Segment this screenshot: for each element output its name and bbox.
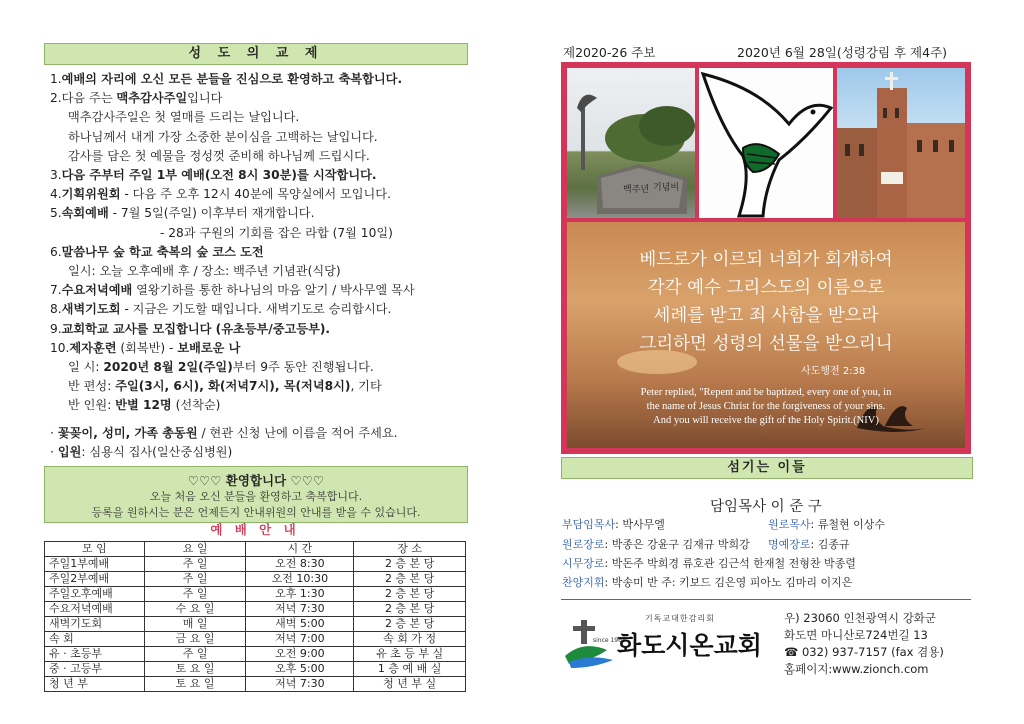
staff-role: 부담임목사 [562, 518, 616, 531]
announcement-num: 9. [50, 321, 62, 336]
announcement-item [50, 166, 470, 185]
announcement-text: - 지금은 기도할 때입니다. 새벽기도로 승리합시다. [120, 302, 392, 317]
announcement-text: - 다음 주 오후 12시 40분에 목양실에서 모입니다. [120, 187, 391, 202]
announcement-item [50, 358, 470, 377]
logo-church-name: 화도시온교회 [617, 631, 762, 660]
announcement-item [50, 70, 470, 89]
logo-denomination: 기독교대한감리회 [645, 614, 715, 623]
announcement-text: 다음 주는 [61, 91, 117, 106]
staff-names: : 박송미 반 주: 키보드 김은영 피아노 김마리 이지은 [604, 576, 853, 589]
announcement-text2: 입니다 [187, 91, 223, 106]
announcement-text: 일시: 오늘 오후예배 후 / 장소: 백주년 기념관(식당) [68, 264, 341, 279]
address-line: 화도면 마니산로724번길 13 [784, 628, 928, 642]
table-cell: 수요저녁예배 [45, 602, 145, 617]
announcement-bold: 말씀나무 숲 학교 축복의 숲 코스 도전 [61, 244, 264, 259]
announcement-text: 감사를 담은 첫 예물을 정성껏 준비해 하나님께 드립시다. [68, 148, 370, 163]
note-item: · 입원: 심용식 집사(일산중심병원) [50, 445, 233, 459]
table-cell: 중 · 고등부 [45, 662, 145, 677]
logo-since: since 1905 [593, 637, 626, 644]
announcement-bold: 기획위원회 [61, 187, 121, 202]
staff-entry [562, 536, 750, 552]
table-cell: 주일오후예배 [45, 587, 145, 602]
notes-list [50, 424, 470, 462]
announcement-text: 하나님께서 내게 가장 소중한 분이심을 고백하는 날입니다. [68, 129, 378, 144]
staff-role: 원로목사 [768, 518, 811, 531]
address-line: 우) 23060 인천광역시 강화군 [784, 611, 937, 625]
announcement-num: 2. [50, 91, 62, 106]
announcement-text: 열왕기하를 통한 하나님의 마음 알기 / 박사무엘 목사 [132, 283, 415, 298]
table-cell: 토 요 일 [144, 662, 246, 677]
table-cell: 주일1부예배 [45, 557, 145, 572]
verse-english [567, 386, 965, 428]
announcement-bold2: 맥추감사주일 [116, 91, 188, 106]
announcement-num: 4. [50, 187, 62, 202]
stone-inscription: 기념비 [653, 183, 680, 193]
phone-line: ☎ 032) 937-7157 (fax 겸용) [784, 645, 944, 659]
table-cell: 속 회 [45, 632, 145, 647]
table-cell: 오전 9:00 [246, 647, 354, 662]
table-cell: 주 일 [144, 647, 246, 662]
announcement-bold: 제자훈련 [69, 340, 117, 355]
table-cell: 유 · 초등부 [45, 647, 145, 662]
announcement-bold2: 주일(3시, 6시), 화(저녁7시), 목(저녁8시) [115, 379, 351, 394]
welcome-line: 오늘 처음 오신 분들을 환영하고 축복합니다. [149, 490, 363, 503]
announcement-bold: 예배의 자리에 오신 모든 분들을 진심으로 환영하고 축복합니다. [61, 72, 403, 86]
table-row [45, 587, 466, 602]
table-row [45, 602, 466, 617]
worship-schedule-table [44, 541, 466, 692]
verse-line-en: the name of Jesus Christ for the forgiveness of your sins. [646, 401, 886, 412]
staff-names: : 박돈주 박희경 류호관 김근석 한재철 전형찬 박종렬 [604, 557, 856, 570]
table-cell: 새벽기도회 [45, 617, 145, 632]
announcement-item [50, 262, 470, 281]
announcement-num: 10. [50, 340, 70, 355]
staff-entry [562, 555, 856, 571]
announcement-text: 반 편성: [68, 379, 116, 394]
note-item: · 꽃꽂이, 성미, 가족 총동원 / 현관 신청 난에 이름을 적어 주세요. [50, 426, 398, 440]
announcement-bold: 다음 주부터 주일 1부 예배(오전 8시 30분)를 시작합니다. [61, 168, 377, 183]
stone-inscription: 백주년 [623, 185, 650, 195]
divider [561, 599, 971, 600]
announcement-text: 맥추감사주일은 첫 열매를 드리는 날입니다. [68, 110, 300, 125]
announcement-item [50, 396, 470, 415]
announcement-num: 6. [50, 244, 62, 259]
table-cell: 주 일 [144, 587, 246, 602]
table-row [45, 557, 466, 572]
homepage-line: 홈페이지:www.zionch.com [784, 662, 929, 676]
table-cell: 2 층 본 당 [354, 617, 466, 632]
announcement-bold: 새벽기도회 [61, 302, 121, 317]
staff-entry [562, 516, 665, 532]
verse-korean [567, 246, 965, 358]
table-header-cell: 모 임 [45, 542, 145, 557]
table-cell: 1 층 예 배 실 [354, 662, 466, 677]
table-cell: 오후 1:30 [246, 587, 354, 602]
table-cell: 저녁 7:30 [246, 602, 354, 617]
table-row [45, 677, 466, 692]
bulletin-issue-number: 제2020-26 주보 [563, 45, 656, 60]
church-address [784, 610, 944, 678]
table-cell: 토 요 일 [144, 677, 246, 692]
table-row [45, 647, 466, 662]
announcement-bold2: 2020년 8월 2일(주일) [103, 360, 233, 375]
table-cell: 주 일 [144, 557, 246, 572]
bulletin-date: 2020년 6월 28일(성령강림 후 제4주) [737, 45, 948, 60]
verse-line: 세례를 받고 죄 사함을 받으라 [653, 306, 879, 326]
staff-names: : 류철현 이상수 [810, 518, 885, 531]
announcement-item [50, 204, 470, 223]
worship-guide-title: 예 배 안 내 [210, 522, 300, 537]
table-cell: 유 초 등 부 실 [354, 647, 466, 662]
table-cell: 속 회 가 정 [354, 632, 466, 647]
announcement-item [50, 320, 470, 339]
announcement-text: - 28과 구원의 기회를 잡은 라합 (7월 10일) [160, 225, 393, 240]
announcement-num: 8. [50, 302, 62, 317]
table-cell: 오후 5:00 [246, 662, 354, 677]
table-cell: 청 년 부 실 [354, 677, 466, 692]
announcement-text2: , 기타 [350, 379, 382, 394]
table-header-cell: 시 간 [246, 542, 354, 557]
church-building-photo [837, 68, 965, 218]
welcome-title: ♡♡♡ 환영합니다 ♡♡♡ [187, 473, 325, 488]
table-row [45, 617, 466, 632]
staff-role: 찬양지휘 [562, 576, 605, 589]
announcement-num: 7. [50, 283, 62, 298]
announcement-text: (회복반) - [116, 340, 178, 355]
verse-reference: 사도행전 2:38 [801, 366, 866, 377]
announcement-item [50, 281, 470, 300]
announcement-text: - 7월 5일(주일) 이후부터 재개합니다. [108, 206, 315, 221]
table-cell: 수 요 일 [144, 602, 246, 617]
table-header-cell: 요 일 [144, 542, 246, 557]
announcement-item [50, 108, 470, 127]
welcome-line: 등록을 원하시는 분은 언제든지 안내위원의 안내를 받을 수 있습니다. [91, 506, 421, 519]
table-cell: 새벽 5:00 [246, 617, 354, 632]
fellowship-section-title: 성 도 의 교 제 [44, 43, 468, 65]
announcement-item [50, 224, 470, 243]
table-header-row [45, 542, 466, 557]
announcement-item [50, 300, 470, 319]
table-cell: 주일2부예배 [45, 572, 145, 587]
staff-names: : 박사무엘 [615, 518, 665, 531]
announcement-num: 1. [50, 72, 62, 86]
verse-line: 베드로가 이르되 너희가 회개하여 [639, 250, 893, 270]
table-cell: 오전 10:30 [246, 572, 354, 587]
table-cell: 2 층 본 당 [354, 557, 466, 572]
dove-drawing [699, 68, 833, 218]
memorial-stone-photo [567, 68, 695, 218]
verse-line-en: Peter replied, "Repent and be baptized, every one of you, in [640, 387, 892, 398]
announcement-bold2: 보배로운 나 [177, 340, 241, 355]
announcement-num: 5. [50, 206, 62, 221]
table-cell: 청 년 부 [45, 677, 145, 692]
staff-role: 원로장로 [562, 538, 605, 551]
announcement-num: 3. [50, 168, 62, 183]
table-cell: 저녁 7:30 [246, 677, 354, 692]
verse-line-en: And you will receive the gift of the Holy Spirit.(NIV) [653, 415, 879, 426]
table-header-cell: 장 소 [354, 542, 466, 557]
verse-line: 각각 예수 그리스도의 이름으로 [647, 278, 885, 298]
staff-role: 시무장로 [562, 557, 605, 570]
announcement-item [50, 128, 470, 147]
staff-entry [768, 536, 850, 552]
welcome-box [44, 466, 468, 523]
staff-role: 명예장로 [768, 538, 811, 551]
staff-names: : 박종은 강윤구 김재규 박희강 [604, 538, 750, 551]
announcement-bold: 교회학교 교사를 모집합니다 (유초등부/중고등부). [61, 321, 331, 336]
announcement-item [50, 339, 470, 358]
table-cell: 2 층 본 당 [354, 587, 466, 602]
announcement-item [50, 147, 470, 166]
announcement-bold: 속회예배 [61, 206, 109, 221]
announcement-item [50, 185, 470, 204]
table-cell: 금 요 일 [144, 632, 246, 647]
announcement-item [50, 243, 470, 262]
servants-section-title: 섬기는 이들 [561, 457, 973, 479]
table-cell: 2 층 본 당 [354, 602, 466, 617]
table-cell: 2 층 본 당 [354, 572, 466, 587]
scripture-panel [567, 222, 965, 448]
announcement-text: 일 시: [68, 360, 104, 375]
staff-names: : 김종규 [810, 538, 850, 551]
staff-entry [562, 574, 852, 590]
table-row [45, 662, 466, 677]
announcement-item [50, 377, 470, 396]
table-cell: 매 일 [144, 617, 246, 632]
senior-pastor: 담임목사 이 준 구 [710, 499, 822, 515]
cover-image [561, 62, 971, 454]
announcement-item [50, 89, 470, 108]
verse-line: 그리하면 성령의 선물을 받으리니 [639, 334, 893, 354]
table-row [45, 632, 466, 647]
church-logo [563, 610, 773, 670]
table-cell: 오전 8:30 [246, 557, 354, 572]
announcement-bold2: 반별 12명 [115, 398, 172, 413]
announcement-bold: 수요저녁예배 [61, 283, 133, 298]
announcement-text2: 부터 9주 동안 진행됩니다. [232, 360, 374, 375]
announcement-text2: (선착순) [171, 398, 221, 413]
announcement-text: 반 인원: [68, 398, 116, 413]
announcements-list [50, 70, 470, 416]
table-cell: 주 일 [144, 572, 246, 587]
table-cell: 저녁 7:00 [246, 632, 354, 647]
table-row [45, 572, 466, 587]
staff-entry [768, 516, 885, 532]
